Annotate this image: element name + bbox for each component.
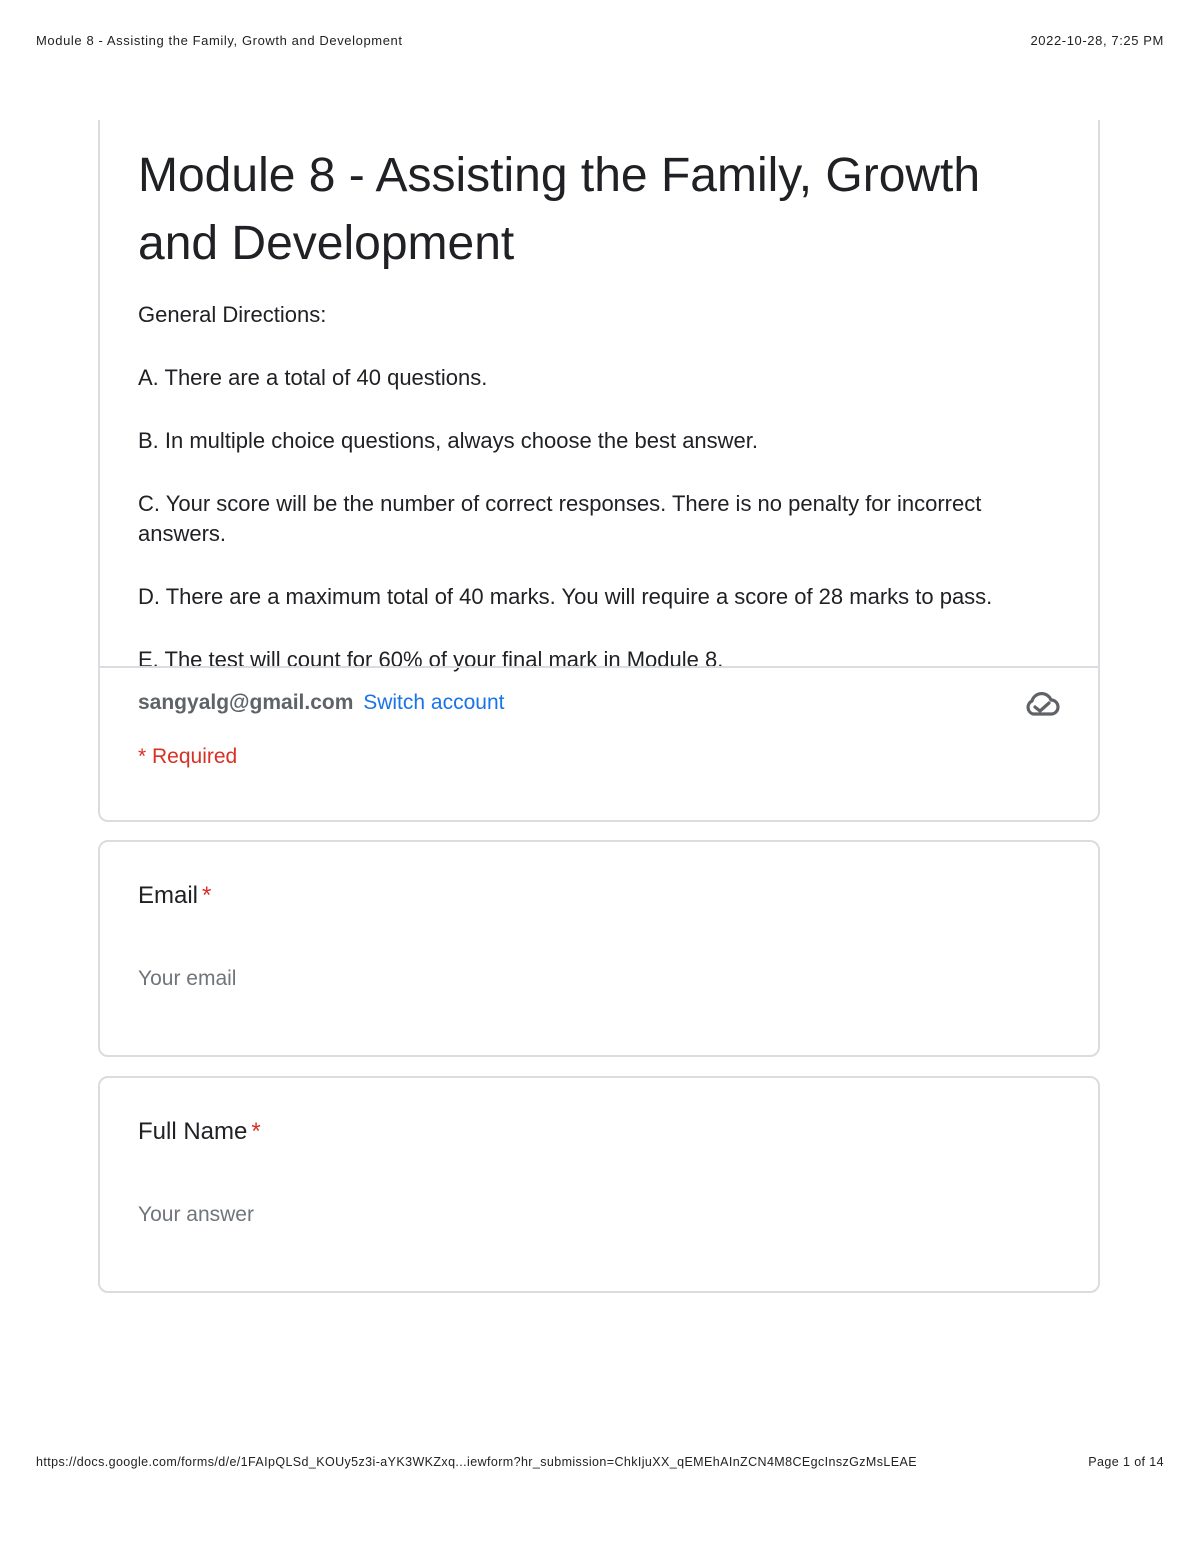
print-footer-page: Page 1 of 14 [1088,1455,1164,1469]
print-header [36,33,1164,48]
question-title-email [138,882,211,910]
question-card-full-name [98,1076,1100,1293]
direction-e: E. The test will count for 60% of your final mark in Module 8. [138,647,724,672]
required-note: * Required [138,745,238,768]
account-email: sangyalg@gmail.com [138,691,354,714]
direction-a: A. There are a total of 40 questions. [138,365,488,390]
direction-b: B. In multiple choice questions, always choose the best answer. [138,428,759,453]
required-asterisk: * [202,882,212,909]
print-footer [36,1455,1164,1469]
print-footer-url: https://docs.google.com/forms/d/e/1FAIpQLSd_KOUy5z3i-aYK3WKZxq...iewform?hr_submission=ChkIjuXX_qEMEhAInZCN4M8CEgcInszGzMsLEAE [36,1455,917,1469]
direction-c: C. Your score will be the number of correct responses. There is no penalty for incorrect answers. [138,491,982,546]
account-line [138,688,1060,718]
print-header-title: Module 8 - Assisting the Family, Growth and Development [36,33,403,48]
form-intro [100,120,1098,672]
question-label: Email [138,882,199,909]
question-label: Full Name [138,1118,248,1145]
required-asterisk: * [251,1118,261,1145]
print-header-datetime: 2022-10-28, 7:25 PM [1030,33,1164,48]
account-section [100,666,1098,796]
switch-account-link[interactable]: Switch account [363,691,505,714]
question-title-full-name [138,1118,261,1146]
full-name-input[interactable] [138,1203,658,1227]
directions-heading: General Directions: [138,302,327,327]
form-header-card [98,120,1100,822]
form-title: Module 8 - Assisting the Family, Growth and Development [138,149,981,270]
question-card-email [98,840,1100,1057]
direction-d: D. There are a maximum total of 40 marks. You will require a score of 28 marks to pass. [138,584,993,609]
cloud-done-icon[interactable] [1024,690,1060,718]
email-input[interactable] [138,967,658,991]
